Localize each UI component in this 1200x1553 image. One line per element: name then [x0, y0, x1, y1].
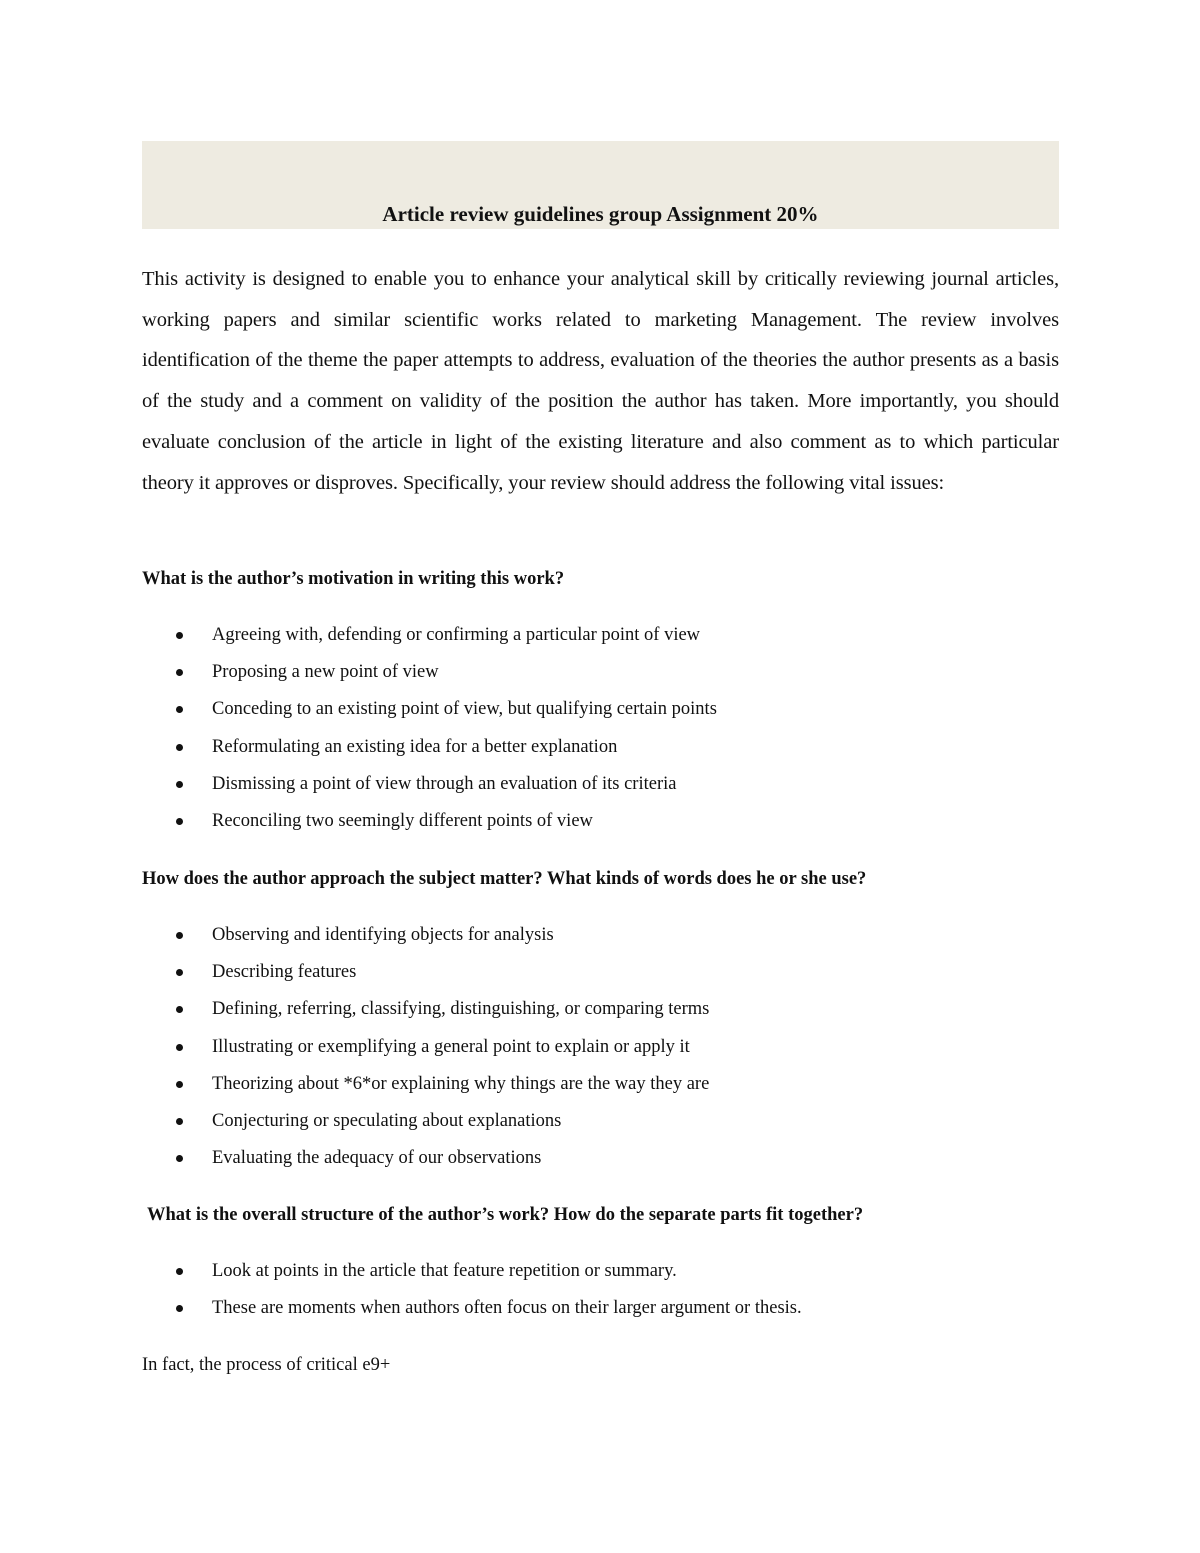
section-heading-motivation: What is the author’s motivation in writing this work?	[142, 569, 565, 589]
bullet-icon	[176, 1118, 183, 1125]
bullet-icon	[176, 1044, 183, 1051]
bullet-icon	[176, 632, 183, 639]
list-item	[172, 1035, 709, 1072]
bullet-icon	[176, 1006, 183, 1013]
document-title: Article review guidelines group Assignment 20%	[382, 202, 819, 226]
list-item-text: Agreeing with, defending or confirming a particular point of view	[212, 625, 701, 645]
title-band	[142, 141, 1059, 229]
closing-text: In fact, the process of critical e9+	[142, 1355, 391, 1375]
bullet-icon	[176, 1155, 183, 1162]
bullet-icon	[176, 669, 183, 676]
list-item	[172, 960, 709, 997]
list-item	[172, 735, 717, 772]
bullet-icon	[176, 1268, 183, 1275]
bullet-icon	[176, 781, 183, 788]
bullet-icon	[176, 706, 183, 713]
list-item	[172, 623, 717, 660]
section-heading-approach: How does the author approach the subject matter? What kinds of words does he or she use?	[142, 869, 867, 889]
list-item	[172, 697, 717, 734]
list-item-text: Theorizing about *6*or explaining why things are the way they are	[212, 1073, 710, 1094]
list-item	[172, 1072, 709, 1109]
list-item-text: These are moments when authors often focus on their larger argument or thesis.	[212, 1298, 802, 1319]
bullet-icon	[176, 744, 183, 751]
list-item	[172, 997, 709, 1034]
list-item-text: Look at points in the article that feature repetition or summary.	[212, 1261, 677, 1281]
bullet-icon	[176, 818, 183, 825]
list-item-text: Observing and identifying objects for analysis	[212, 925, 554, 945]
list-item	[172, 923, 709, 960]
list-item-text: Reformulating an existing idea for a better explanation	[212, 736, 618, 757]
section-heading-structure: What is the overall structure of the author’s work? How do the separate parts fit together?	[147, 1205, 864, 1225]
list-item-text: Proposing a new point of view	[212, 662, 439, 683]
list-item-text: Illustrating or exemplifying a general point to explain or apply it	[212, 1036, 690, 1057]
bullet-icon	[176, 969, 183, 976]
list-item	[172, 772, 717, 809]
list-item	[172, 1296, 802, 1333]
motivation-list	[172, 623, 717, 846]
list-item-text: Conjecturing or speculating about explanations	[212, 1110, 562, 1131]
list-item-text: Conceding to an existing point of view, but qualifying certain points	[212, 699, 717, 720]
bullet-icon	[176, 1081, 183, 1088]
list-item-text: Dismissing a point of view through an evaluation of its criteria	[212, 773, 677, 794]
list-item-text: Evaluating the adequacy of our observations	[212, 1148, 542, 1169]
list-item-text: Describing features	[212, 962, 357, 983]
approach-list	[172, 923, 709, 1183]
list-item	[172, 1259, 802, 1296]
intro-paragraph: This activity is designed to enable you to enhance your analytical skill by critically reviewing journal articles, working papers and similar scientific works related to marketing Management. The review involves identification of the theme the paper attempts to address, evaluation of the theories the author presents as a basis of the study and a comment on validity of the position the author has taken. More importantly, you should evaluate conclusion of the article in light of the existing literature and also comment as to which particular theory it approves or disproves. Specifically, your review should address the following vital issues:	[142, 268, 1059, 494]
list-item	[172, 1146, 709, 1183]
list-item-text: Defining, referring, classifying, distinguishing, or comparing terms	[212, 999, 710, 1020]
list-item	[172, 1109, 709, 1146]
list-item-text: Reconciling two seemingly different points of view	[212, 810, 593, 831]
bullet-icon	[176, 1305, 183, 1312]
list-item	[172, 809, 717, 846]
structure-list	[172, 1259, 802, 1333]
bullet-icon	[176, 932, 183, 939]
list-item	[172, 660, 717, 697]
